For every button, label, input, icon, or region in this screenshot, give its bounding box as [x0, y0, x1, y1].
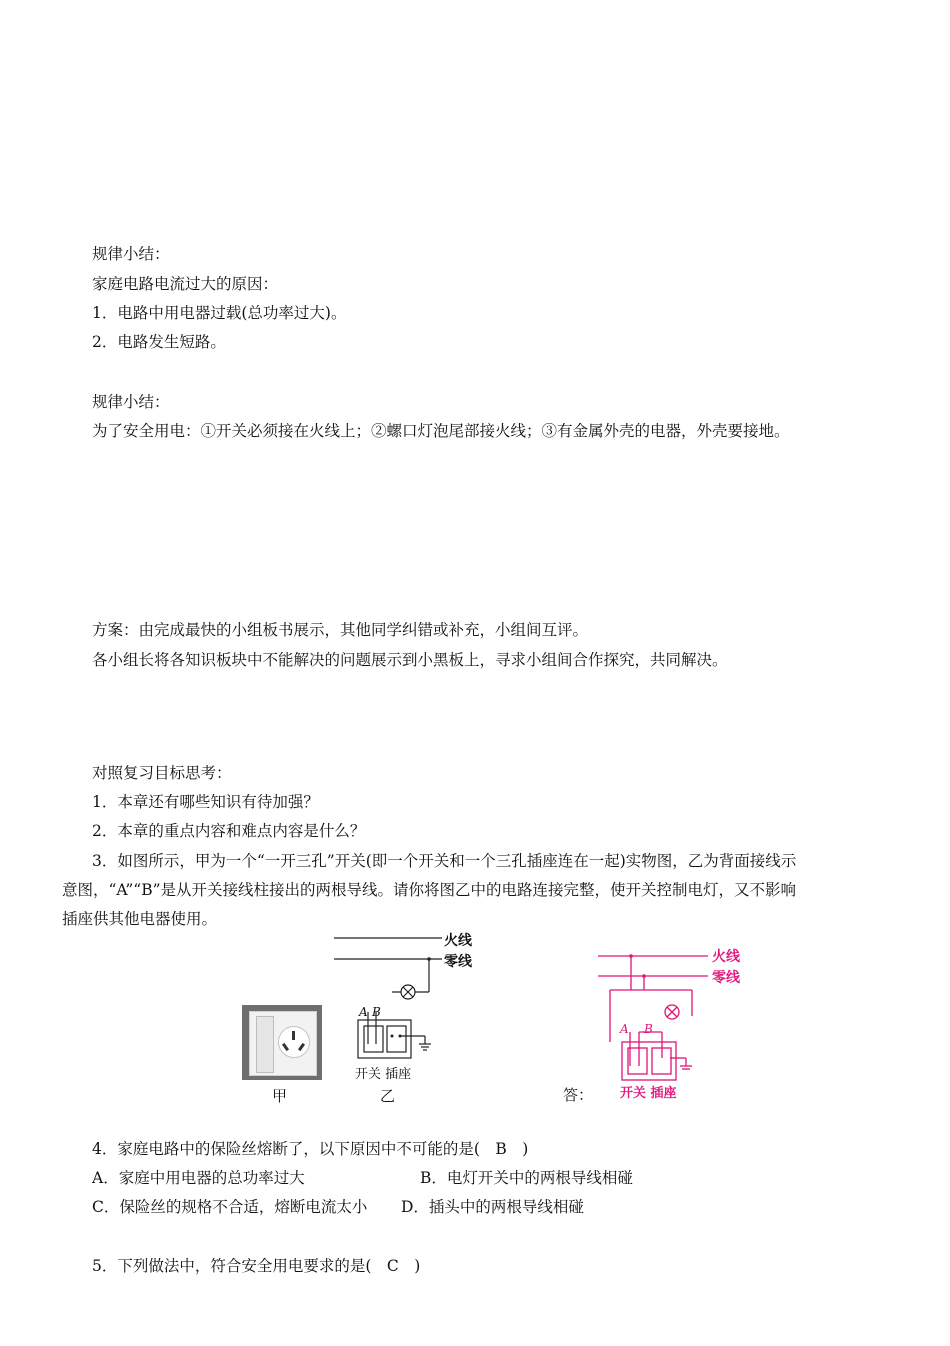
safety-rules: 为了安全用电：①开关必须接在火线上；②螺口灯泡尾部接火线；③有金属外壳的电器，外壳要接地。 [92, 422, 790, 440]
question-2: 2．本章的重点内容和难点内容是什么？ [92, 822, 366, 840]
answer-pin-b-label: B [644, 1022, 653, 1036]
question-3-line-2: 意图，“A”“B”是从开关接线柱接出的两根导线。请你将图乙中的电路连接完整，使开关控制电灯，又不影响 [62, 881, 797, 899]
neutral-wire-label: 零线 [444, 954, 472, 970]
question-4-option-c: C．保险丝的规格不合适，熔断电流太小 [92, 1198, 368, 1216]
question-5-stem: 5．下列做法中，符合安全用电要求的是( C ) [92, 1257, 421, 1275]
answer-switch-socket-label: 开关 插座 [620, 1086, 677, 1101]
switch-socket-label: 开关 插座 [355, 1067, 412, 1082]
plan-line-1: 方案：由完成最快的小组板书展示，其他同学纠错或补充，小组间互评。 [92, 621, 589, 639]
answer-label: 答： [563, 1086, 594, 1104]
summary-item-1: 1．电路中用电器过载(总功率过大)。 [92, 304, 347, 322]
answer-fire-wire-label: 火线 [712, 949, 740, 965]
figure-label-yi: 乙 [380, 1087, 396, 1105]
summary-heading-1: 规律小结： [92, 245, 170, 263]
pin-a-label: A [359, 1005, 368, 1019]
summary-intro: 家庭电路电流过大的原因： [92, 275, 279, 293]
question-3-line-3: 插座供其他电器使用。 [62, 910, 218, 928]
pin-b-label: B [372, 1005, 381, 1019]
question-4-option-b: B．电灯开关中的两根导线相碰 [420, 1169, 633, 1187]
figure-label-jia: 甲 [272, 1087, 288, 1105]
question-1: 1．本章还有哪些知识有待加强？ [92, 793, 319, 811]
question-4-option-a: A．家庭中用电器的总功率过大 [92, 1169, 305, 1187]
answer-pin-a-label: A [620, 1022, 629, 1036]
summary-item-2: 2．电路发生短路。 [92, 333, 226, 351]
question-4-option-d: D．插头中的两根导线相碰 [401, 1198, 584, 1216]
fire-wire-label: 火线 [444, 933, 472, 949]
plan-line-2: 各小组长将各知识板块中不能解决的问题展示到小黑板上，寻求小组间合作探究，共同解决。 [92, 651, 728, 669]
reflection-heading: 对照复习目标思考： [92, 764, 232, 782]
summary-heading-2: 规律小结： [92, 393, 170, 411]
switch-socket-photo [242, 1005, 322, 1080]
question-3-line-1: 3．如图所示，甲为一个“一开三孔”开关(即一个开关和一个三孔插座连在一起)实物图，乙为背面接线示 [92, 852, 797, 870]
question-4-stem: 4．家庭电路中的保险丝熔断了，以下原因中不可能的是( B ) [92, 1140, 529, 1158]
answer-neutral-wire-label: 零线 [712, 970, 740, 986]
